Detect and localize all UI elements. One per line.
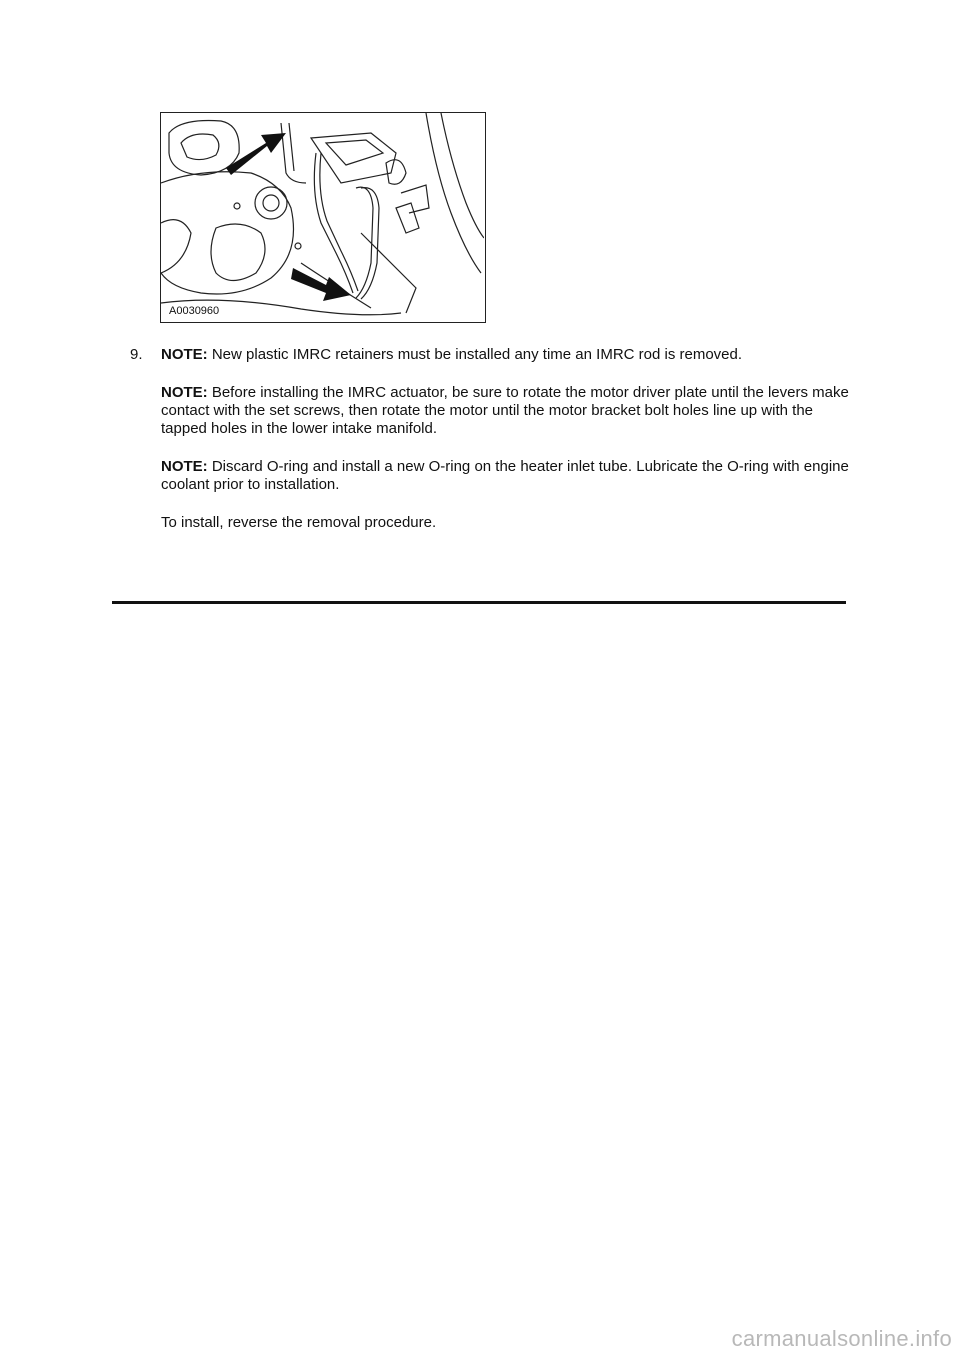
figure-id-label: A0030960 [169, 305, 220, 317]
note-text: Before installing the IMRC actuator, be sure to rotate the motor driver plate until the levers make contact with the set screws, then rotate the motor until the motor bracket bolt holes line up with the tapped holes in the lower intake manifold. [161, 384, 849, 437]
note-label: NOTE: [161, 384, 208, 401]
note-label: NOTE: [161, 346, 208, 363]
note-2 [161, 384, 851, 438]
note-text: Discard O-ring and install a new O-ring on the heater inlet tube. Lubricate the O-ring with engine coolant prior to installation. [161, 458, 849, 493]
note-3 [161, 458, 851, 494]
note-text: New plastic IMRC retainers must be installed any time an IMRC rod is removed. [207, 346, 743, 363]
note-1 [161, 346, 851, 364]
arrow-icon [226, 133, 286, 175]
installation-figure [160, 112, 486, 323]
section-divider [112, 601, 846, 604]
install-instruction: To install, reverse the removal procedure. [161, 514, 437, 531]
step-number: 9. [130, 346, 143, 363]
site-watermark: carmanualsonline.info [731, 1326, 952, 1351]
step-body [161, 346, 851, 532]
imrc-illustration [161, 113, 484, 321]
arrow-icon [291, 268, 351, 301]
note-label: NOTE: [161, 458, 208, 475]
